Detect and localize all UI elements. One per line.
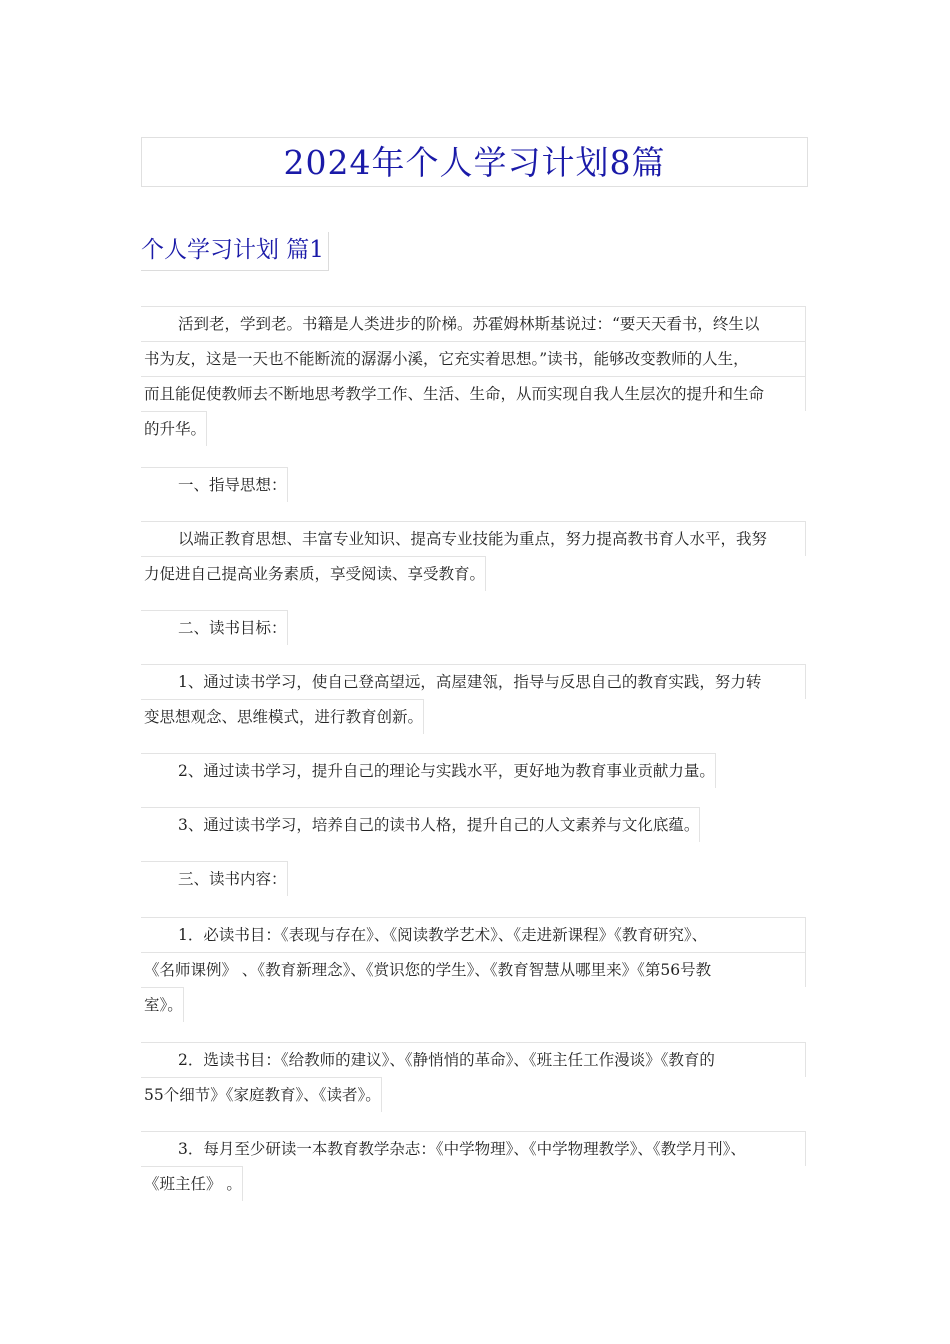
paragraph-line: 《名师课例》 、《教育新理念》、《赏识您的学生》、《教育智慧从哪里来》《第56号教 [141, 952, 806, 987]
paragraph-line: 活到老，学到老。书籍是人类进步的阶梯。苏霍姆林斯基说过：“要天天看书，终生以 [141, 306, 806, 341]
paragraph-line: 2、通过读书学习，提升自己的理论与实践水平，更好地为教育事业贡献力量。 [141, 753, 716, 788]
paragraph-line: 的升华。 [141, 411, 207, 446]
paragraph-line: 1、通过读书学习，使自己登高望远，高屋建瓴，指导与反思自己的教育实践，努力转 [141, 664, 806, 699]
paragraph-line: 1．必读书目：《表现与存在》、《阅读教学艺术》、《走进新课程》《教育研究》、 [141, 917, 806, 952]
paragraph-line: 《班主任》 。 [141, 1166, 243, 1201]
paragraph-line: 力促进自己提高业务素质，享受阅读、享受教育。 [141, 556, 486, 591]
paragraph-line: 3．每月至少研读一本教育教学杂志：《中学物理》、《中学物理教学》、《教学月刊》、 [141, 1131, 806, 1166]
paragraph-line: 一、指导思想： [141, 467, 288, 502]
paragraph-line: 而且能促使教师去不断地思考教学工作、生活、生命，从而实现自我人生层次的提升和生命 [141, 376, 806, 411]
paragraph-line: 三、读书内容： [141, 861, 288, 896]
paragraph-line: 以端正教育思想、丰富专业知识、提高专业技能为重点，努力提高教书育人水平，我努 [141, 521, 806, 556]
subheading-reading-goals [141, 610, 288, 645]
paragraph-goal-3 [141, 807, 700, 842]
paragraph-monthly-magazines [141, 1131, 806, 1201]
paragraph-goal-1 [141, 664, 806, 734]
section-heading: 个人学习计划 篇1 [141, 232, 329, 271]
paragraph-line: 变思想观念、思维模式，进行教育创新。 [141, 699, 424, 734]
paragraph-line: 3、通过读书学习，培养自己的读书人格，提升自己的人文素养与文化底蕴。 [141, 807, 700, 842]
paragraph-required-books [141, 917, 806, 1022]
paragraph-line: 书为友，这是一天也不能断流的潺潺小溪，它充实着思想。”读书，能够改变教师的人生， [141, 341, 806, 376]
paragraph-guiding-thought [141, 521, 806, 591]
subheading-reading-content [141, 861, 288, 896]
document-title-box [141, 137, 808, 187]
paragraph-optional-books [141, 1042, 806, 1112]
paragraph-line: 二、读书目标： [141, 610, 288, 645]
paragraph-line: 2．选读书目：《给教师的建议》、《静悄悄的革命》、《班主任工作漫谈》《教育的 [141, 1042, 806, 1077]
paragraph-line: 室》。 [141, 987, 184, 1022]
subheading-guiding-thought [141, 467, 288, 502]
paragraph-line: 55个细节》《家庭教育》、《读者》。 [141, 1077, 382, 1112]
paragraph-goal-2 [141, 753, 716, 788]
document-title: 2024年个人学习计划8篇 [283, 143, 666, 182]
paragraph-intro [141, 306, 806, 446]
